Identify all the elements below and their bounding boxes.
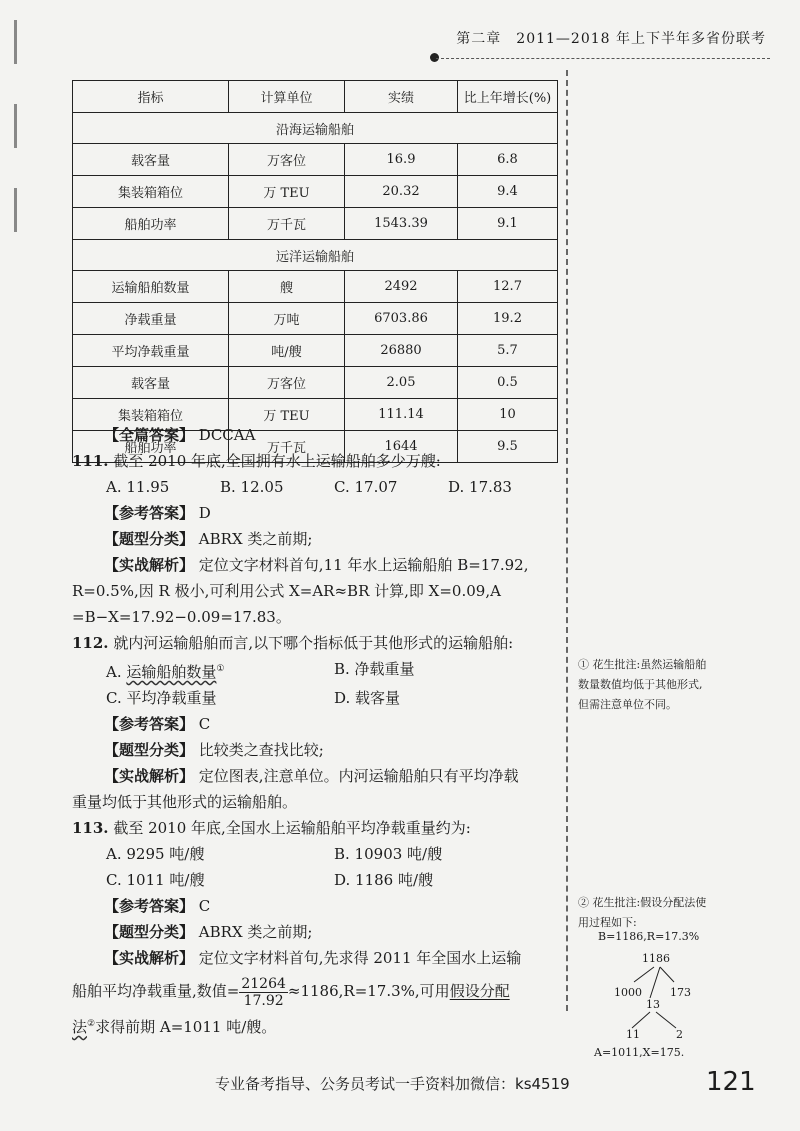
table-cell: 12.7: [458, 271, 558, 303]
table-cell: 1644: [345, 431, 458, 463]
question-stem: 截至 2010 年底,全国拥有水上运输船舶多少万艘:: [113, 452, 441, 470]
analysis-text: 定位文字材料首句,先求得 2011 年全国水上运输: [198, 949, 522, 967]
options-111: [72, 474, 562, 500]
question-number: 113.: [72, 819, 109, 837]
options-112: [72, 685, 562, 711]
type-line: [72, 737, 562, 763]
analysis-text: 船舶平均净载重量,数值=: [72, 982, 240, 1000]
table-cell: 5.7: [458, 335, 558, 367]
table-cell: 万客位: [229, 367, 345, 399]
table-cell: 1543.39: [345, 208, 458, 240]
table-cell: 净载重量: [73, 303, 229, 335]
answer-line: [72, 711, 562, 737]
all-answers-label: 【全篇答案】: [104, 426, 195, 444]
table-row: [73, 303, 558, 335]
table-row: [73, 367, 558, 399]
table-section-row: [73, 113, 558, 144]
table-cell: 9.1: [458, 208, 558, 240]
question-112: [72, 630, 562, 656]
note-marker: ①: [216, 664, 225, 674]
table-header: 比上年增长(%): [458, 81, 558, 113]
question-113: [72, 815, 562, 841]
page-number: 121: [706, 1067, 756, 1097]
table-cell: 载客量: [73, 144, 229, 176]
analysis-text: 重量均低于其他形式的运输船舶。: [72, 793, 298, 811]
answer-label: 【参考答案】: [104, 897, 195, 915]
question-stem: 就内河运输船舶而言,以下哪个指标低于其他形式的运输船舶:: [113, 634, 514, 652]
note-line: 数量数值均低于其他形式,: [578, 678, 703, 691]
option-a-prefix: A.: [106, 663, 127, 681]
running-header: 第二章 2011—2018 年上下半年多省份联考: [456, 31, 766, 47]
diagram-left-node: 1000: [614, 986, 642, 999]
diagram-top-label: B=1186,R=17.3%: [598, 930, 700, 943]
table-cell: 6703.86: [345, 303, 458, 335]
option-c: C. 1011 吨/艘: [106, 871, 205, 889]
answer-value: C: [198, 715, 211, 733]
table-header-row: [73, 81, 558, 113]
option-a: A. 9295 吨/艘: [106, 845, 205, 863]
analysis-line: [72, 552, 562, 578]
type-value: ABRX 类之前期;: [198, 923, 313, 941]
shipping-statistics-table: [72, 80, 558, 463]
answer-value: D: [198, 504, 211, 522]
table-cell: 9.5: [458, 431, 558, 463]
note-marker: ②: [87, 1019, 96, 1029]
table-cell: 万客位: [229, 144, 345, 176]
table-row: [73, 208, 558, 240]
analysis-text: 求得前期 A=1011 吨/艘。: [95, 1018, 277, 1036]
options-113: [72, 841, 562, 867]
analysis-text: ≈1186,R=17.3%,可用: [287, 982, 450, 1000]
diagram-leaf-right: 2: [676, 1028, 683, 1041]
table-cell: 万千瓦: [229, 208, 345, 240]
analysis-label: 【实战解析】: [104, 556, 195, 574]
note-line: 用过程如下:: [578, 916, 637, 929]
diagram-right-node: 173: [670, 986, 691, 999]
table-header: 实绩: [345, 81, 458, 113]
table-cell: 20.32: [345, 176, 458, 208]
table-cell: 船舶功率: [73, 208, 229, 240]
table-row: [73, 176, 558, 208]
answer-line: [72, 893, 562, 919]
table-cell: 载客量: [73, 367, 229, 399]
option-b: B. 10903 吨/艘: [334, 845, 443, 863]
table-section-title: 远洋运输船舶: [73, 240, 558, 271]
header-rule: [436, 58, 770, 59]
table-section-row: [73, 240, 558, 271]
table-cell: 111.14: [345, 399, 458, 431]
option-a: A. 11.95: [106, 478, 170, 496]
table-cell: 万千瓦: [229, 431, 345, 463]
table-cell: 16.9: [345, 144, 458, 176]
note-line: 但需注意单位不同。: [578, 698, 677, 711]
table-row: [73, 335, 558, 367]
table-cell: 0.5: [458, 367, 558, 399]
option-a: [106, 656, 334, 685]
note-line: ② 花生批注:假设分配法使: [578, 896, 707, 909]
type-label: 【题型分类】: [104, 741, 195, 759]
diagram-mid-node: 13: [646, 998, 660, 1011]
table-cell: 6.8: [458, 144, 558, 176]
table-cell: 2.05: [345, 367, 458, 399]
analysis-text: 定位图表,注意单位。内河运输船舶只有平均净载: [198, 767, 519, 785]
binding-marks: [14, 20, 20, 280]
table-cell: 集装箱箱位: [73, 399, 229, 431]
options-112: [72, 656, 562, 685]
fraction-denominator: 17.92: [243, 992, 284, 1009]
analysis-line: [72, 945, 562, 971]
method-link-text: 假设分配: [449, 982, 510, 1000]
question-stem: 截至 2010 年底,全国水上运输船舶平均净载重量约为:: [113, 819, 471, 837]
table-cell: 万 TEU: [229, 399, 345, 431]
method-link-text: 法: [72, 1018, 88, 1036]
table-cell: 2492: [345, 271, 458, 303]
type-label: 【题型分类】: [104, 530, 195, 548]
option-a-text: 运输船舶数量: [126, 663, 217, 681]
diagram-result: A=1011,X=175.: [594, 1046, 685, 1059]
analysis-formula-line: [72, 971, 562, 1011]
table-cell: 9.4: [458, 176, 558, 208]
options-113: [72, 867, 562, 893]
analysis-text: =B−X=17.92−0.09=17.83。: [72, 608, 291, 626]
table-cell: 10: [458, 399, 558, 431]
footer-text: 专业备考指导、公务员考试一手资料加微信：ks4519: [215, 1075, 570, 1093]
option-c: C. 平均净载重量: [106, 689, 217, 707]
table-row: [73, 271, 558, 303]
table-cell: 吨/艘: [229, 335, 345, 367]
analysis-line: [72, 763, 562, 789]
analysis-label: 【实战解析】: [104, 767, 195, 785]
fraction: [239, 976, 288, 1009]
diagram-root: 1186: [642, 952, 670, 965]
type-value: ABRX 类之前期;: [198, 530, 313, 548]
margin-divider: [566, 70, 568, 1011]
type-line: [72, 919, 562, 945]
all-answers-line: [72, 422, 562, 448]
margin-note-2: [578, 893, 758, 933]
diagram-leaf-left: 11: [626, 1028, 640, 1041]
option-d: D. 17.83: [448, 478, 512, 496]
fraction-numerator: 21264: [241, 975, 286, 992]
assumption-allocation-diagram: [590, 930, 740, 1060]
table-cell: 集装箱箱位: [73, 176, 229, 208]
analysis-text: R=0.5%,因 R 极小,可利用公式 X=AR≈BR 计算,即 X=0.09,A: [72, 582, 501, 600]
table-cell: 运输船舶数量: [73, 271, 229, 303]
table-row: [73, 144, 558, 176]
table-header: 计算单位: [229, 81, 345, 113]
option-b: B. 12.05: [220, 478, 284, 496]
table-cell: 船舶功率: [73, 431, 229, 463]
table-cell: 26880: [345, 335, 458, 367]
type-value: 比较类之查找比较;: [198, 741, 324, 759]
analysis-line: [72, 1011, 562, 1040]
table-header: 指标: [73, 81, 229, 113]
type-label: 【题型分类】: [104, 923, 195, 941]
analysis-label: 【实战解析】: [104, 949, 195, 967]
answer-value: C: [198, 897, 211, 915]
question-number: 112.: [72, 634, 109, 652]
option-c: C. 17.07: [334, 478, 398, 496]
answer-label: 【参考答案】: [104, 504, 195, 522]
diagram-arrows: [590, 930, 740, 1060]
answer-line: [72, 500, 562, 526]
table-cell: 平均净载重量: [73, 335, 229, 367]
table-section-title: 沿海运输船舶: [73, 113, 558, 144]
option-d: D. 载客量: [334, 689, 401, 707]
question-number: 111.: [72, 452, 109, 470]
question-content: [72, 422, 562, 1040]
margin-note-1: [578, 655, 758, 715]
option-b: B. 净载重量: [334, 660, 415, 678]
table-cell: 万 TEU: [229, 176, 345, 208]
question-111: [72, 448, 562, 474]
table-cell: 19.2: [458, 303, 558, 335]
table-cell: 万吨: [229, 303, 345, 335]
analysis-text: 定位文字材料首句,11 年水上运输船舶 B=17.92,: [198, 556, 529, 574]
type-line: [72, 526, 562, 552]
table-cell: 艘: [229, 271, 345, 303]
option-d: D. 1186 吨/艘: [334, 871, 434, 889]
all-answers-value: DCCAA: [198, 426, 256, 444]
answer-label: 【参考答案】: [104, 715, 195, 733]
note-line: ① 花生批注:虽然运输船舶: [578, 658, 707, 671]
